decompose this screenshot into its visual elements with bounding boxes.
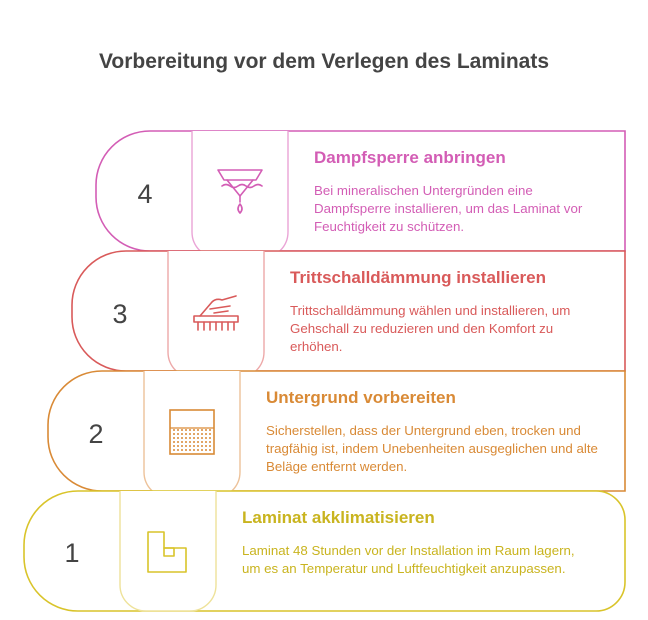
step-4-number: 4 (137, 179, 153, 209)
step-4-description: Bei mineralischen Untergründen eine Dampfsperre installieren, um das Laminat vor Feuchtigkeit zu schützen. (314, 183, 583, 234)
page-title: Vorbereitung vor dem Verlegen des Laminats (98, 50, 550, 73)
step-3-title: Trittschalldämmung installieren (290, 268, 547, 287)
step-3-text (290, 268, 600, 356)
step-2-title: Untergrund vorbereiten (266, 388, 456, 407)
step-4-text (314, 148, 604, 236)
step-1-title: Laminat akklimatisieren (242, 508, 435, 527)
step-3-description: Trittschalldämmung wählen und installieren, um Gehschall zu reduzieren und den Komfort zu erhöhen. (290, 303, 571, 354)
step-1-number: 1 (64, 538, 80, 568)
step-2-text (266, 388, 601, 476)
step-2-description: Sicherstellen, dass der Untergrund eben, trocken und tragfähig ist, indem Unebenheiten ausgeglichen und alte Beläge entfernt werden. (266, 423, 598, 474)
step-3-number: 3 (112, 299, 128, 329)
step-1-description: Laminat 48 Stunden vor der Installation im Raum lagern, um es an Temperatur und Luftfeuchtigkeit anzupassen. (242, 543, 575, 576)
step-1-text (242, 508, 587, 578)
step-2-number: 2 (88, 419, 104, 449)
step-4-title: Dampfsperre anbringen (314, 148, 506, 167)
